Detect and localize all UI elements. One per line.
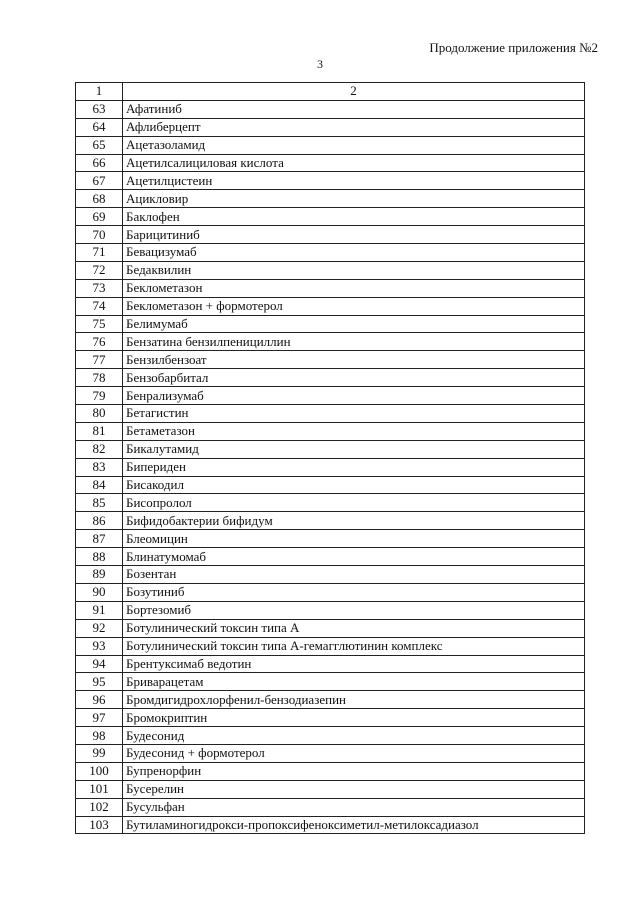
table-header-row bbox=[76, 83, 585, 101]
table-row bbox=[76, 190, 585, 208]
row-number: 81 bbox=[76, 422, 123, 440]
table-row bbox=[76, 208, 585, 226]
drug-name: Ацетилсалициловая кислота bbox=[123, 154, 585, 172]
table-row bbox=[76, 154, 585, 172]
drug-name: Ацетилцистеин bbox=[123, 172, 585, 190]
table-row bbox=[76, 780, 585, 798]
drug-name: Бетагистин bbox=[123, 405, 585, 423]
row-number: 75 bbox=[76, 315, 123, 333]
drug-name: Бисопролол bbox=[123, 494, 585, 512]
table-row bbox=[76, 422, 585, 440]
drug-name: Бензобарбитал bbox=[123, 369, 585, 387]
page-number: 3 bbox=[317, 57, 323, 71]
row-number: 98 bbox=[76, 727, 123, 745]
column-header-number: 1 bbox=[76, 83, 123, 101]
drug-name: Афлиберцепт bbox=[123, 118, 585, 136]
drug-name: Бевацизумаб bbox=[123, 244, 585, 262]
table-row bbox=[76, 673, 585, 691]
table-row bbox=[76, 261, 585, 279]
drug-name: Бозентан bbox=[123, 566, 585, 584]
row-number: 84 bbox=[76, 476, 123, 494]
row-number: 80 bbox=[76, 405, 123, 423]
row-number: 64 bbox=[76, 118, 123, 136]
row-number: 74 bbox=[76, 297, 123, 315]
table-row bbox=[76, 762, 585, 780]
drug-name: Блеомицин bbox=[123, 530, 585, 548]
drug-name: Белимумаб bbox=[123, 315, 585, 333]
table-row bbox=[76, 279, 585, 297]
table-row bbox=[76, 315, 585, 333]
table-row bbox=[76, 244, 585, 262]
drug-name: Бортезомиб bbox=[123, 601, 585, 619]
table-row bbox=[76, 351, 585, 369]
row-number: 83 bbox=[76, 458, 123, 476]
row-number: 103 bbox=[76, 816, 123, 834]
row-number: 91 bbox=[76, 601, 123, 619]
row-number: 100 bbox=[76, 762, 123, 780]
table-row bbox=[76, 655, 585, 673]
table-row bbox=[76, 226, 585, 244]
drug-name: Бусульфан bbox=[123, 798, 585, 816]
row-number: 85 bbox=[76, 494, 123, 512]
page-header-title: Продолжение приложения №2 bbox=[429, 40, 598, 55]
drug-name: Бромокриптин bbox=[123, 709, 585, 727]
row-number: 92 bbox=[76, 619, 123, 637]
drug-name: Бедаквилин bbox=[123, 261, 585, 279]
row-number: 73 bbox=[76, 279, 123, 297]
row-number: 96 bbox=[76, 691, 123, 709]
table-row bbox=[76, 816, 585, 834]
row-number: 68 bbox=[76, 190, 123, 208]
drug-name: Бипериден bbox=[123, 458, 585, 476]
row-number: 79 bbox=[76, 387, 123, 405]
row-number: 97 bbox=[76, 709, 123, 727]
column-header-name: 2 bbox=[123, 83, 585, 101]
table-row bbox=[76, 297, 585, 315]
drug-name: Брентуксимаб ведотин bbox=[123, 655, 585, 673]
drug-name: Ботулинический токсин типа А-гемагглютинин комплекс bbox=[123, 637, 585, 655]
table-row bbox=[76, 798, 585, 816]
row-number: 66 bbox=[76, 154, 123, 172]
row-number: 65 bbox=[76, 136, 123, 154]
drug-table bbox=[75, 82, 585, 834]
drug-name: Бромдигидрохлорфенил-бензодиазепин bbox=[123, 691, 585, 709]
row-number: 71 bbox=[76, 244, 123, 262]
row-number: 72 bbox=[76, 261, 123, 279]
table-row bbox=[76, 744, 585, 762]
row-number: 101 bbox=[76, 780, 123, 798]
table-row bbox=[76, 100, 585, 118]
drug-name: Блинатумомаб bbox=[123, 548, 585, 566]
drug-name: Бутиламиногидрокси-пропоксифеноксиметил-метилоксадиазол bbox=[123, 816, 585, 834]
table-row bbox=[76, 333, 585, 351]
row-number: 88 bbox=[76, 548, 123, 566]
drug-name: Ацикловир bbox=[123, 190, 585, 208]
table-row bbox=[76, 548, 585, 566]
drug-name: Беклометазон bbox=[123, 279, 585, 297]
row-number: 86 bbox=[76, 512, 123, 530]
table-row bbox=[76, 369, 585, 387]
table-row bbox=[76, 566, 585, 584]
table-row bbox=[76, 583, 585, 601]
drug-name: Ботулинический токсин типа А bbox=[123, 619, 585, 637]
row-number: 70 bbox=[76, 226, 123, 244]
table-row bbox=[76, 619, 585, 637]
table-row bbox=[76, 601, 585, 619]
drug-name: Барицитиниб bbox=[123, 226, 585, 244]
drug-name: Будесонид bbox=[123, 727, 585, 745]
drug-name: Бупренорфин bbox=[123, 762, 585, 780]
drug-name: Бусерелин bbox=[123, 780, 585, 798]
table-row bbox=[76, 494, 585, 512]
table-row bbox=[76, 709, 585, 727]
table-row bbox=[76, 637, 585, 655]
drug-name: Бенрализумаб bbox=[123, 387, 585, 405]
drug-name: Бисакодил bbox=[123, 476, 585, 494]
drug-name: Бикалутамид bbox=[123, 440, 585, 458]
table-row bbox=[76, 691, 585, 709]
row-number: 87 bbox=[76, 530, 123, 548]
row-number: 67 bbox=[76, 172, 123, 190]
drug-name: Бриварацетам bbox=[123, 673, 585, 691]
row-number: 102 bbox=[76, 798, 123, 816]
table-row bbox=[76, 136, 585, 154]
table-body bbox=[76, 100, 585, 834]
drug-name: Бензилбензоат bbox=[123, 351, 585, 369]
row-number: 93 bbox=[76, 637, 123, 655]
row-number: 63 bbox=[76, 100, 123, 118]
row-number: 69 bbox=[76, 208, 123, 226]
drug-name: Беклометазон + формотерол bbox=[123, 297, 585, 315]
row-number: 76 bbox=[76, 333, 123, 351]
row-number: 94 bbox=[76, 655, 123, 673]
drug-name: Ацетазоламид bbox=[123, 136, 585, 154]
table-row bbox=[76, 172, 585, 190]
drug-name: Бифидобактерии бифидум bbox=[123, 512, 585, 530]
drug-name: Будесонид + формотерол bbox=[123, 744, 585, 762]
row-number: 82 bbox=[76, 440, 123, 458]
drug-name: Афатиниб bbox=[123, 100, 585, 118]
table-row bbox=[76, 512, 585, 530]
table-row bbox=[76, 440, 585, 458]
row-number: 99 bbox=[76, 744, 123, 762]
table-row bbox=[76, 727, 585, 745]
drug-name: Бозутиниб bbox=[123, 583, 585, 601]
table-row bbox=[76, 530, 585, 548]
drug-name: Бензатина бензилпенициллин bbox=[123, 333, 585, 351]
row-number: 77 bbox=[76, 351, 123, 369]
drug-name: Баклофен bbox=[123, 208, 585, 226]
table-row bbox=[76, 118, 585, 136]
table-row bbox=[76, 387, 585, 405]
drug-name: Бетаметазон bbox=[123, 422, 585, 440]
row-number: 78 bbox=[76, 369, 123, 387]
table-row bbox=[76, 405, 585, 423]
table-row bbox=[76, 458, 585, 476]
table-row bbox=[76, 476, 585, 494]
row-number: 90 bbox=[76, 583, 123, 601]
row-number: 95 bbox=[76, 673, 123, 691]
row-number: 89 bbox=[76, 566, 123, 584]
